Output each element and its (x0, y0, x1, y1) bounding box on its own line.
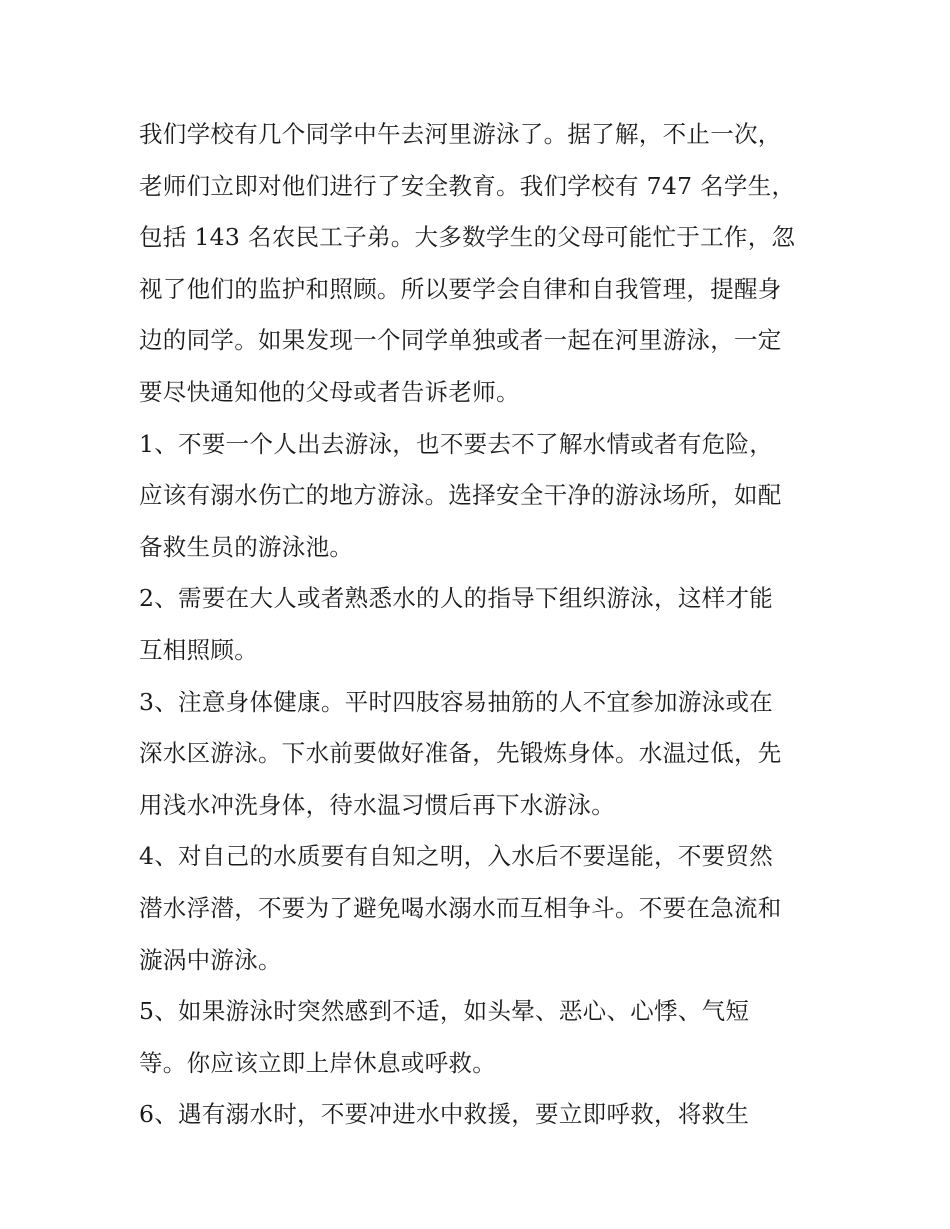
list-item-1-line: 1、不要一个人出去游泳，也不要去不了解水情或者有危险， (139, 429, 774, 458)
list-item-4-line: 4、对自己的水质要有自知之明，入水后不要逞能，不要贸然 (139, 842, 774, 871)
document-text (139, 109, 819, 1141)
text-line: 边的同学。如果发现一个同学单独或者一起在河里游泳，一定 (139, 326, 782, 355)
text-line: 应该有溺水伤亡的地方游泳。选择安全干净的游泳场所，如配 (139, 481, 782, 510)
text-line: 互相照顾。 (139, 635, 258, 664)
text-line: 我们学校有几个同学中午去河里游泳了。据了解，不止一次， (139, 120, 782, 148)
text-line: 要尽快通知他的父母或者告诉老师。 (139, 377, 520, 406)
text-line: 潜水浮潜，不要为了避免喝水溺水而互相争斗。不要在急流和 (139, 893, 782, 922)
text-line: 用浅水冲洗身体，待水温习惯后再下水游泳。 (139, 790, 615, 819)
text-line: 深水区游泳。下水前要做好准备，先锻炼身体。水温过低，先 (139, 739, 782, 768)
text-line: 视了他们的监护和照顾。所以要学会自律和自我管理，提醒身 (139, 274, 782, 303)
list-item-6-line: 6、遇有溺水时，不要冲进水中救援，要立即呼救，将救生 (139, 1100, 750, 1129)
text-line: 包括 143 名农民工子弟。大多数学生的父母可能忙于工作，忽 (139, 223, 796, 252)
text-line: 老师们立即对他们进行了安全教育。我们学校有 747 名学生， (139, 171, 796, 200)
list-item-3-line: 3、注意身体健康。平时四肢容易抽筋的人不宜参加游泳或在 (139, 687, 774, 716)
text-line: 等。你应该立即上岸休息或呼救。 (139, 1048, 496, 1077)
list-item-5-line: 5、如果游泳时突然感到不适，如头晕、恶心、心悸、气短 (139, 997, 750, 1026)
text-line: 漩涡中游泳。 (139, 945, 282, 974)
text-line: 备救生员的游泳池。 (139, 532, 354, 561)
list-item-2-line: 2、需要在大人或者熟悉水的人的指导下组织游泳，这样才能 (139, 584, 774, 613)
